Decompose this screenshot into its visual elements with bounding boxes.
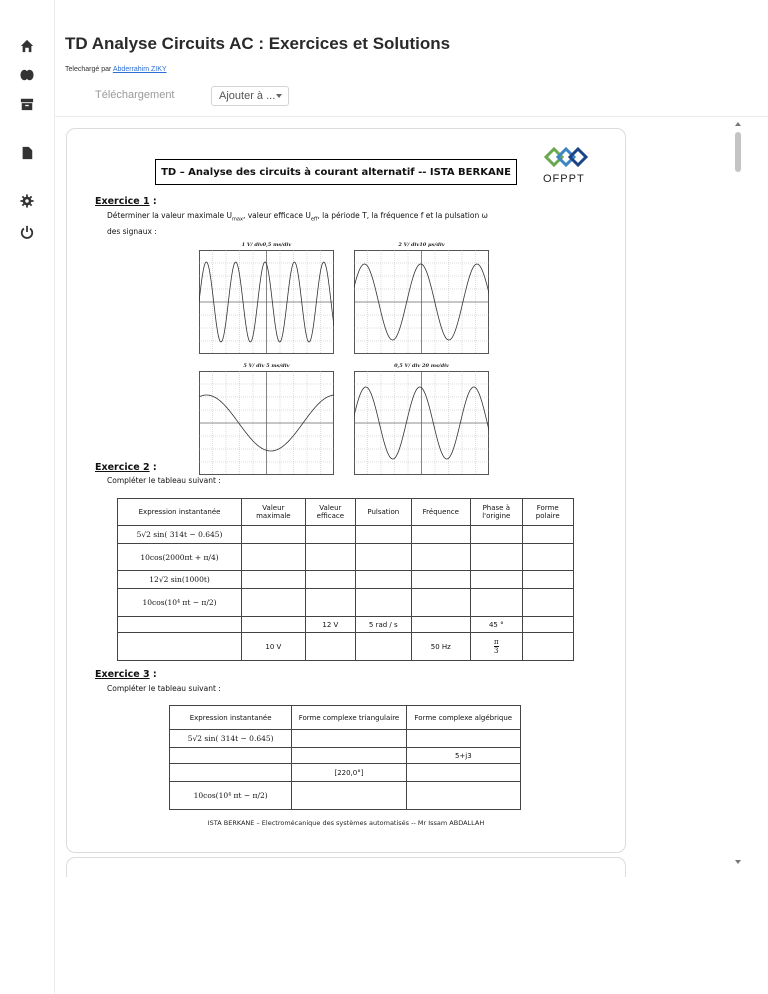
scope-screen	[199, 371, 334, 475]
table-header-row	[170, 706, 521, 730]
scope-screen	[354, 250, 489, 354]
document-footer: ISTA BERKANE – Electromécanique des systèmes automatisés -- Mr Issam ABDALLAH	[207, 819, 485, 827]
table-header: Expression instantanée	[170, 706, 292, 730]
table-row	[118, 617, 574, 633]
table-row	[118, 526, 574, 544]
document-page	[66, 128, 626, 853]
scroll-thumb[interactable]	[735, 132, 741, 172]
table-cell: [220,0°]	[292, 764, 406, 782]
table-cell: 10cos(2000πt + π/4)	[118, 544, 242, 571]
table-header: Phase à l'origine	[471, 499, 522, 526]
exercise-2-table	[117, 498, 574, 661]
table-cell: 45 °	[471, 617, 522, 633]
table-header: Valeur efficace	[305, 499, 355, 526]
table-row	[118, 544, 574, 571]
oscilloscope-2	[354, 242, 489, 354]
document-icon[interactable]	[19, 145, 35, 161]
table-cell: 5√2 sin( 314t − 0.645)	[170, 730, 292, 748]
document-page-2	[66, 857, 626, 877]
brain-icon[interactable]	[19, 67, 35, 83]
scope-caption: 2 V/ div10 µs/div	[398, 242, 445, 248]
table-header: Forme complexe algébrique	[406, 706, 520, 730]
home-icon[interactable]	[19, 38, 35, 54]
oscilloscope-4	[354, 363, 489, 475]
scroll-down-icon[interactable]	[735, 860, 741, 864]
document-viewer	[55, 117, 735, 877]
exercise-1-text: Déterminer la valeur maximale $U_{max}$, valeur efficace $U_{eff}$, la période T, la fréquence f et la pulsation ω des signaux :	[107, 211, 488, 236]
exercise-2-text: Compléter le tableau suivant :	[107, 476, 221, 485]
doc-title: TD – Analyse des circuits à courant alternatif -- ISTA BERKANE	[155, 159, 517, 185]
viewer-scrollbar[interactable]	[735, 125, 741, 865]
scope-caption: 1 V/ div0,5 ms/div	[241, 242, 292, 248]
table-header: Fréquence	[411, 499, 471, 526]
table-cell: 12 V	[305, 617, 355, 633]
table-cell: 5+j3	[406, 748, 520, 764]
power-icon[interactable]	[19, 224, 35, 240]
oscilloscope-3	[199, 363, 334, 475]
oscilloscope-1	[199, 242, 334, 354]
uploaded-by-label: Telechargé par	[65, 66, 112, 73]
scope-caption: 0,5 V/ div 20 ms/div	[394, 363, 449, 369]
uploader-link[interactable]: Abderrahim ZIKY	[112, 66, 167, 73]
add-to-dropdown[interactable]	[211, 86, 289, 106]
exercise-3-heading: Exercice 3 :	[95, 669, 157, 680]
exercise-1-heading: Exercice 1 :	[95, 196, 157, 207]
table-cell: 10cos(10⁴ πt − π/2)	[170, 782, 292, 810]
table-cell: $\frac{\pi}{3}$	[471, 633, 522, 661]
caret-down-icon	[276, 94, 282, 98]
table-row	[170, 748, 521, 764]
exercise-2-heading: Exercice 2 :	[95, 462, 157, 473]
sidebar	[0, 0, 55, 994]
table-row	[118, 633, 574, 661]
table-header: Forme complexe triangulaire	[292, 706, 406, 730]
table-header: Expression instantanée	[118, 499, 242, 526]
scroll-up-icon[interactable]	[735, 122, 741, 126]
exercise-3-table	[169, 705, 521, 810]
logo-text: OFPPT	[543, 173, 585, 185]
page-title: TD Analyse Circuits AC : Exercices et Solutions	[65, 34, 451, 53]
table-cell: 10cos(10⁴ πt − π/2)	[118, 589, 242, 617]
table-row	[118, 571, 574, 589]
scope-screen	[354, 371, 489, 475]
table-header: Valeur maximale	[242, 499, 306, 526]
table-cell: 50 Hz	[411, 633, 471, 661]
table-header-row	[118, 499, 574, 526]
scope-screen	[199, 250, 334, 354]
table-row	[118, 589, 574, 617]
scope-caption: 5 V/ div 5 ms/div	[243, 363, 290, 369]
download-button[interactable]: Téléchargement	[95, 89, 175, 101]
table-header: Forme polaire	[522, 499, 574, 526]
table-cell: 5√2 sin( 314t − 0.645)	[118, 526, 242, 544]
table-header: Pulsation	[356, 499, 411, 526]
table-row	[170, 730, 521, 748]
table-cell: 10 V	[242, 633, 306, 661]
exercise-3-text: Compléter le tableau suivant :	[107, 684, 221, 693]
table-cell: 12√2 sin(1000t)	[118, 571, 242, 589]
uploader-line	[65, 66, 167, 73]
add-to-label: Ajouter à ...	[219, 90, 276, 102]
table-cell: 5 rad / s	[356, 617, 411, 633]
gear-icon[interactable]	[19, 193, 35, 209]
archive-icon[interactable]	[19, 96, 35, 112]
table-row	[170, 764, 521, 782]
table-row	[170, 782, 521, 810]
